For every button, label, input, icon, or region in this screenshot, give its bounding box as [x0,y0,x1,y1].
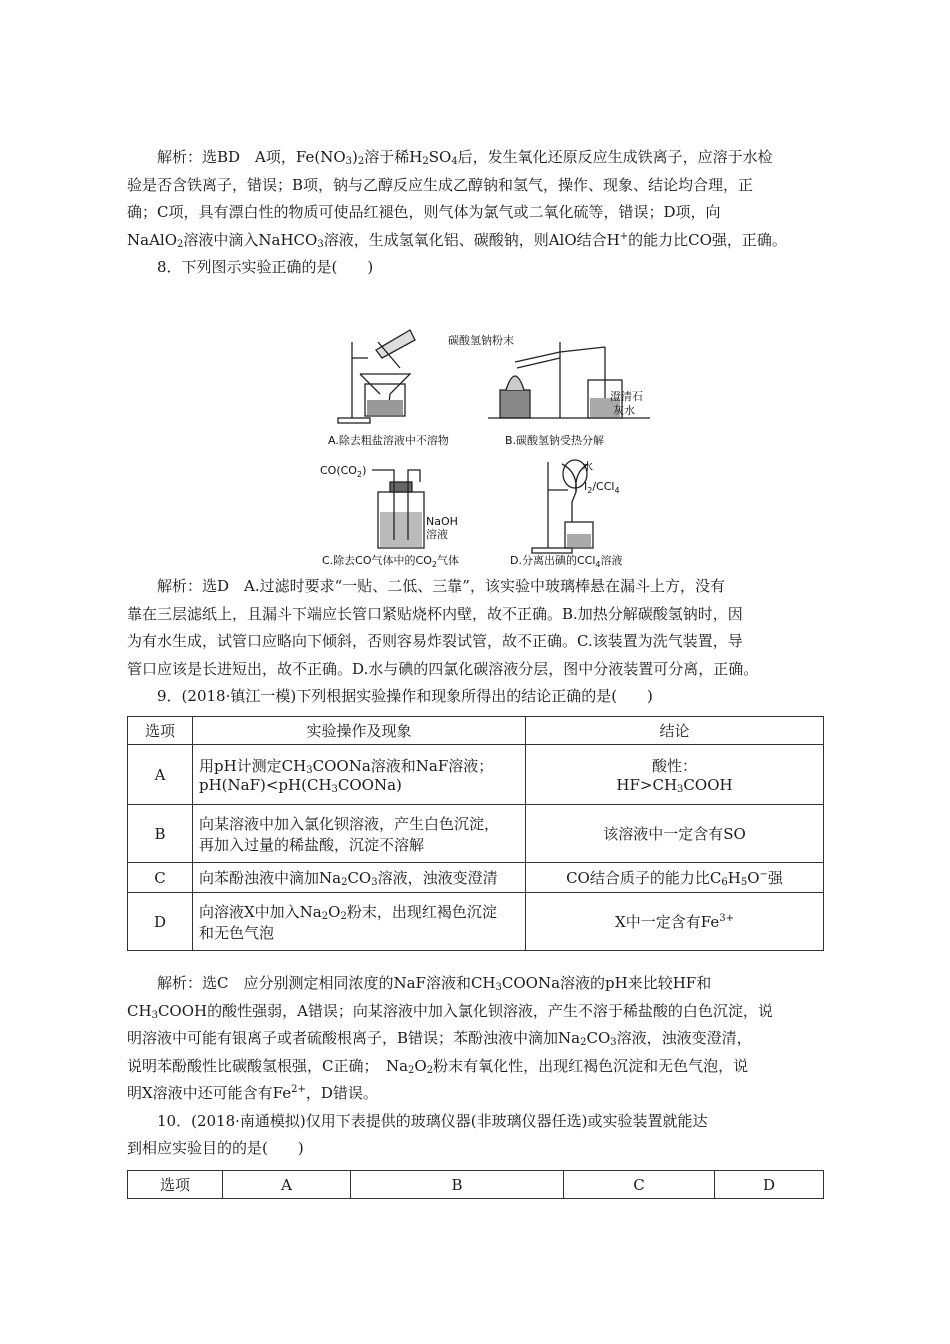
row-c-conclusion: CO结合质子的能力比$C_6H_5O^-$强 [526,863,824,893]
analysis-q8-line3: 为有水生成，试管口应略向下倾斜，否则容易炸裂试管，故不正确。C.该装置为洗气装置，导 [127,632,743,650]
row-c-option: C [128,863,193,893]
row-b-option: B [128,805,193,863]
label-naoh: NaOH [426,515,458,528]
q10-header-c: C [564,1171,715,1199]
row-a-conclusion: 酸性： $HF>CH_3COOH$ [526,745,824,805]
label-b: B.碳酸氢钠受热分解 [505,434,605,447]
analysis-q7-line4: NaAlO$_2$溶液中滴入NaHCO$_3$溶液，生成氢氧化铝、碳酸钠，则AlO结合H+的能力比CO强，正确。 [127,230,787,250]
label-i2-ccl4: $I_2/CCl_4$ [584,480,620,495]
analysis-q8-line4: 管口应该是长进短出，故不正确。D.水与碘的四氯化碳溶液分层，图中分液装置可分离，正确。 [127,659,759,678]
label-a: A.除去粗盐溶液中不溶物 [328,434,449,447]
analysis-q8-line2: 靠在三层滤纸上，且漏斗下端应长管口紧贴烧杯内壁，故不正确。B.加热分解碳酸氢钠时，因 [127,604,743,623]
row-b-operation: 向某溶液中加入氯化钡溶液，产生白色沉淀， 再加入过量的稀盐酸，沉淀不溶解 [193,805,526,863]
table-row [128,893,824,951]
question-10-stem-line1: 10．(2018·南通模拟)仅用下表提供的玻璃仪器(非玻璃仪器任选)或实验装置就能达 [157,1111,708,1130]
table-row [128,805,824,863]
apparatus-d-separatory-funnel [532,460,593,553]
label-d: D.分离出碘的CCl$_4$溶液 [510,554,623,569]
q8-apparatus-figure [320,322,650,570]
row-b-conclusion: 该溶液中一定含有SO [526,805,824,863]
row-d-option: D [128,893,193,951]
row-a-operation: 用pH计测定$CH_3COONa$溶液和NaF溶液； $pH(NaF)<pH(CH_3COONa)$ [193,745,526,805]
analysis-q7-line3: 确；C项，具有漂白性的物质可使品红褪色，则气体为氯气或二氧化硫等，错误；D项，向 [127,203,721,221]
question-8-stem: 8．下列图示实验正确的是( ) [157,258,374,276]
question-9-stem: 9．(2018·镇江一模)下列根据实验操作和现象所得出的结论正确的是( ) [157,687,653,705]
q10-header-option: 选项 [128,1171,223,1199]
table-row [128,863,824,893]
q10-header-a: A [223,1171,351,1199]
apparatus-c-wash-bottle [372,470,424,548]
label-water: 水 [582,460,593,473]
header-option: 选项 [128,717,193,745]
q10-header-d: D [715,1171,824,1199]
table-row [128,745,824,805]
row-d-conclusion: X中一定含有$Fe^{3+}$ [526,893,824,951]
q9-table [127,716,824,951]
label-co-co2: $CO(CO_2)$ [320,464,367,479]
header-operation: 实验操作及现象 [193,717,526,745]
q10-table [127,1170,824,1199]
analysis-q9-line4: 说明苯酚酸性比碳酸氢根强，C正确； $Na_2O_2$粉末有氧化性，出现红褐色沉淀和无色气泡，说 [127,1056,749,1076]
analysis-q7-line2: 验是否含铁离子，错误；B项，钠与乙醇反应生成乙醇钠和氢气，操作、现象、结论均合理，正 [127,175,754,194]
analysis-q9-line3: 明溶液中可能有银离子或者硫酸根离子，B错误；苯酚浊液中滴加$Na_2CO_3$溶液，浊液变澄清， [127,1029,752,1048]
label-naoh-solution: 溶液 [426,528,448,541]
question-10-stem-line2: 到相应实验目的的是( ) [127,1139,304,1157]
label-lime-1: 澄清石 [610,390,643,403]
label-powder: 碳酸氢钠粉末 [448,334,514,347]
row-d-operation: 向溶液X中加入$Na_2O_2$粉末，出现红褐色沉淀 和无色气泡 [193,893,526,951]
analysis-q7-line1: 解析：选BD A项，$Fe(NO_3)_2$溶于稀$H_2SO_4$后，发生氧化还原反应生成铁离子，应溶于水检 [157,148,773,167]
analysis-q7 [127,144,824,282]
q10-header-b: B [351,1171,564,1199]
analysis-q9-line2: $CH_3COOH$的酸性强弱，A错误；向某溶液中加入氯化钡溶液，产生不溶于稀盐酸的白色沉淀，说 [127,1001,773,1021]
row-a-option: A [128,745,193,805]
analysis-q9-line5: 明X溶液中还可能含有$Fe^{2+}$，D错误。 [127,1084,378,1102]
analysis-q9-line1: 解析：选C 应分别测定相同浓度的NaF溶液和$CH_3COONa$溶液的pH来比较HF和 [157,974,712,993]
label-c: C.除去CO气体中的$CO_2$气体 [322,554,459,569]
apparatus-a-filtration [338,330,415,423]
label-lime-2: 灰水 [613,404,635,417]
header-conclusion: 结论 [526,717,824,745]
analysis-q9 [127,970,824,1163]
analysis-q8-line1: 解析：选D A.过滤时要求“一贴、二低、三靠”，该实验中玻璃棒悬在漏斗上方，没有 [157,577,725,595]
analysis-q8 [127,573,824,711]
row-c-operation: 向苯酚浊液中滴加$Na_2CO_3$溶液，浊液变澄清 [193,863,526,893]
